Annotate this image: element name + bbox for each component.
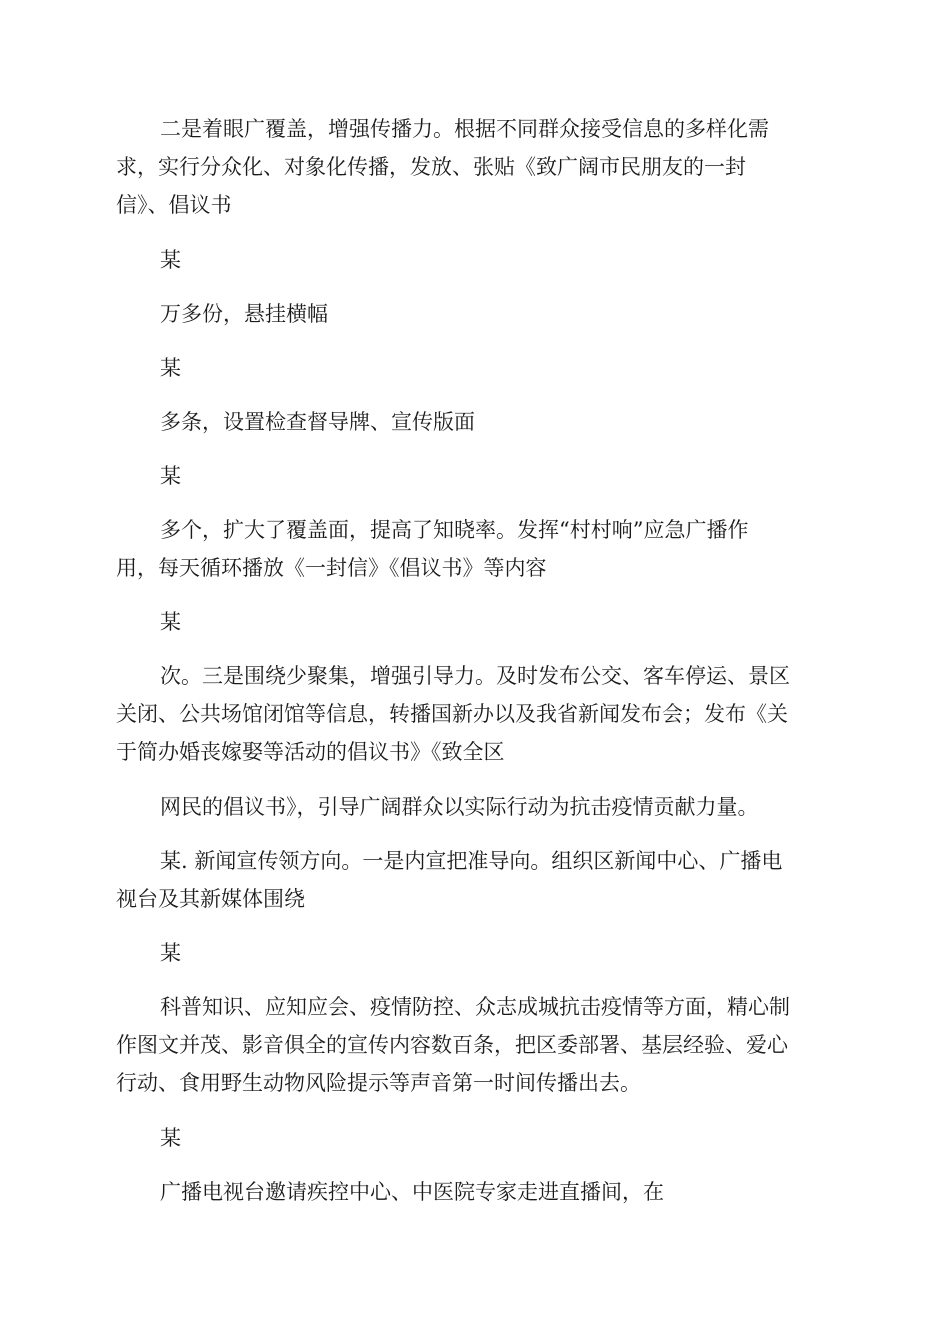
text-line: 广播电视台邀请疾控中心、中医院专家走进直播间，在 (160, 1180, 664, 1204)
text-line: 次。三是围绕少聚集，增强引导力。及时发布公交、客车停运、景区 (160, 664, 790, 688)
paragraph (116, 349, 836, 387)
paragraph (116, 988, 836, 1102)
text-line: 某 (160, 356, 181, 380)
paragraph (116, 295, 836, 333)
text-line: 某 (160, 464, 181, 488)
paragraph (116, 788, 836, 826)
text-line: 于简办婚丧嫁娶等活动的倡议书》《致全区 (116, 740, 505, 764)
paragraph (116, 403, 836, 441)
text-line: 二是着眼广覆盖，增强传播力。根据不同群众接受信息的多样化需 (160, 117, 769, 141)
text-line: 网民的倡议书》，引导广阔群众以实际行动为抗击疫情贡献力量。 (160, 795, 759, 819)
text-line: 科普知识、应知应会、疫情防控、众志成城抗击疫情等方面，精心制 (160, 995, 790, 1019)
text-line: 万多份，悬挂横幅 (160, 302, 328, 326)
paragraph (116, 511, 836, 587)
text-line: 多个，扩大了覆盖面，提高了知晓率。发挥“村村响”应急广播作 (160, 518, 749, 542)
paragraph (116, 457, 836, 495)
text-line: 信》、倡议书 (116, 193, 232, 217)
text-line: 某 (160, 1126, 181, 1150)
text-line: 关闭、公共场馆闭馆等信息，转播国新办以及我省新闻发布会；发布《关 (116, 702, 788, 726)
paragraph (116, 657, 836, 771)
text-line: 视台及其新媒体围绕 (116, 887, 305, 911)
text-line: 某 (160, 248, 181, 272)
paragraph (116, 1173, 836, 1211)
text-line: 用，每天循环播放《一封信》《倡议书》等内容 (116, 556, 547, 580)
paragraph (116, 110, 836, 224)
text-line: 多条，设置检查督导牌、宣传版面 (160, 410, 475, 434)
text-line: 某 (160, 941, 181, 965)
paragraph (116, 842, 836, 918)
paragraph (116, 1119, 836, 1157)
paragraph (116, 603, 836, 641)
text-line: 某 (160, 610, 181, 634)
paragraph (116, 241, 836, 279)
text-line: 求，实行分众化、对象化传播，发放、张贴《致广阔市民朋友的一封 (116, 155, 746, 179)
text-line: 行动、食用野生动物风险提示等声音第一时间传播出去。 (116, 1071, 641, 1095)
text-line: 某. 新闻宣传领方向。一是内宣把准导向。组织区新闻中心、广播电 (160, 849, 783, 873)
paragraph (116, 934, 836, 972)
text-line: 作图文并茂、影音俱全的宣传内容数百条，把区委部署、基层经验、爱心 (116, 1033, 788, 1057)
